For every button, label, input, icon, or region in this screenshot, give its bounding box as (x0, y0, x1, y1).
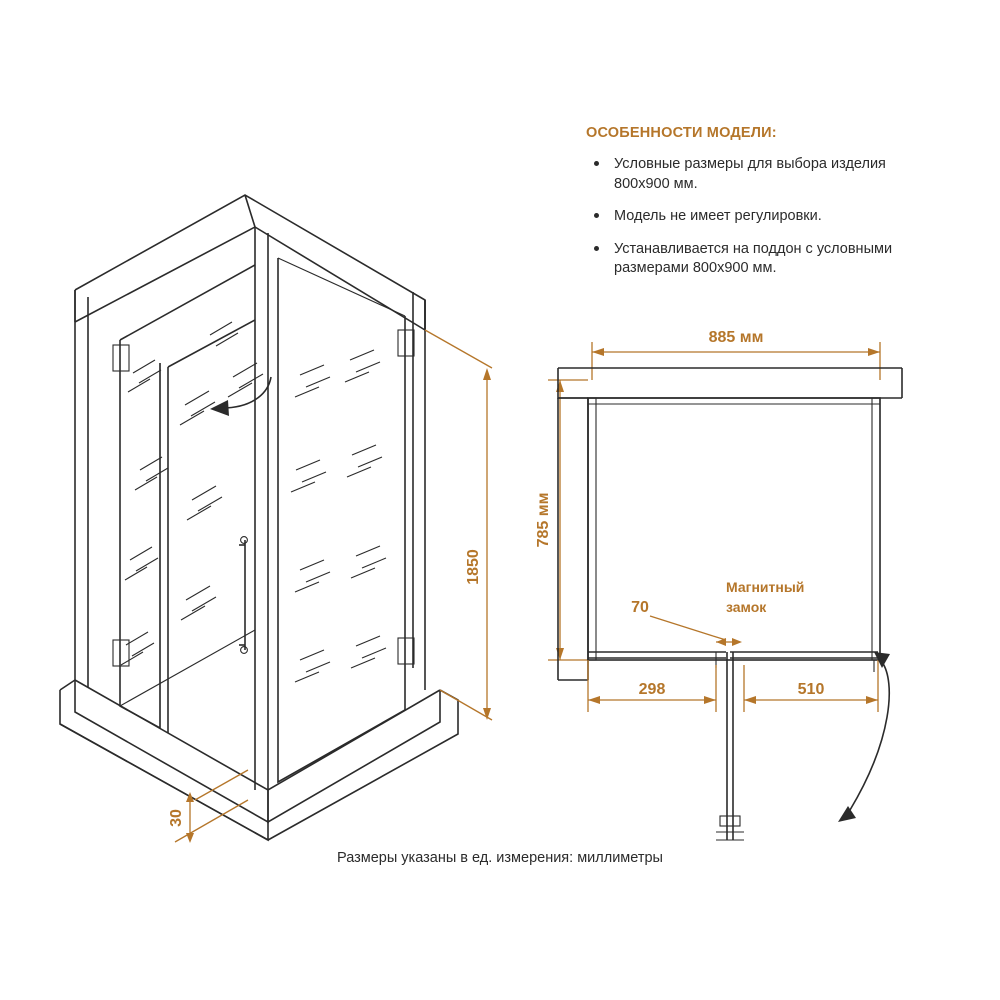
dimension-height (425, 330, 492, 720)
features-title: ОСОБЕННОСТИ МОДЕЛИ: (586, 125, 777, 141)
corner-post (255, 227, 268, 790)
features-list (586, 155, 926, 279)
feature-text: Устанавливается на поддон с условными размерами 800х900 мм. (614, 240, 893, 277)
magnetic-lock-callout (726, 579, 804, 615)
dimension-depth-label: 785 мм (535, 492, 552, 548)
right-vertical-post (413, 292, 425, 690)
dimension-door-panel-label: 510 (797, 681, 825, 698)
list-item (586, 155, 926, 194)
top-frame (75, 195, 425, 330)
dimension-base-label: 30 (168, 809, 185, 827)
dimension-gap-label: 70 (631, 599, 649, 616)
left-vertical-post (75, 290, 88, 687)
bullet-icon (594, 213, 599, 218)
list-item (586, 240, 926, 279)
glass-side-panel (278, 258, 414, 782)
door-swing-arrow (838, 652, 890, 822)
units-caption: Размеры указаны в ед. измерения: миллиметры (337, 850, 663, 866)
wall-profile (558, 368, 902, 680)
dimension-depth-side (535, 380, 588, 660)
dimension-left-panel (588, 660, 716, 712)
dimension-left-panel-label: 298 (638, 681, 666, 698)
feature-text: Условные размеры для выбора изделия 800х900 мм. (614, 156, 886, 192)
door-opening-arrow (210, 377, 271, 416)
dimension-height-label: 1850 (465, 549, 482, 585)
dimension-width-label: 885 мм (708, 329, 764, 346)
bullet-icon (594, 161, 599, 166)
enclosure-outline (588, 398, 880, 660)
list-item (586, 207, 926, 227)
features-block (586, 125, 926, 292)
bullet-icon (594, 246, 599, 251)
dimension-door-panel (744, 660, 878, 712)
feature-text: Модель не имеет регулировки. (614, 208, 822, 225)
magnetic-lock-label-2: замок (726, 599, 767, 615)
isometric-shower-enclosure (0, 0, 540, 870)
door-profile-section (716, 652, 744, 840)
plan-view-diagram (530, 320, 970, 880)
dimension-width-top (592, 329, 880, 380)
magnetic-lock-label-1: Магнитный (726, 579, 805, 595)
